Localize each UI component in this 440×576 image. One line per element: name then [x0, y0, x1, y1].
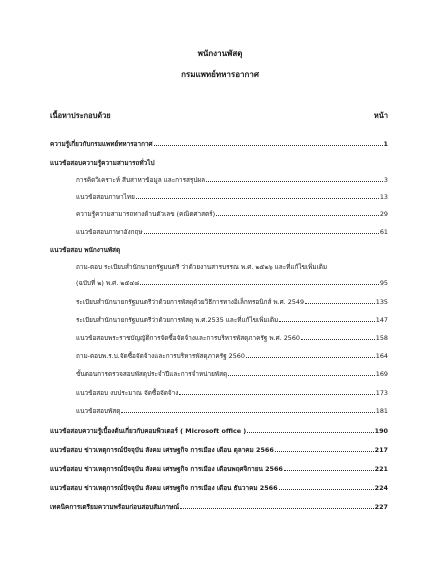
toc-dot-leader [144, 233, 379, 234]
toc-entry-label: ความรู้ความสามารถทางด้านตัวเลข (คณิตศาสตร์) [76, 209, 216, 218]
toc-entry [76, 311, 388, 323]
toc-dot-leader [121, 412, 374, 413]
toc-entry-label: แนวข้อสอบภาษาไทย [76, 192, 135, 201]
toc-entry [76, 171, 388, 183]
toc-entry [50, 422, 388, 434]
toc-entry [76, 274, 388, 286]
toc-entry [76, 293, 388, 305]
toc-entry-page: 95 [379, 278, 388, 287]
document-subtitle: กรมแพทย์ทหารอากาศ [181, 70, 259, 79]
toc-dot-leader [275, 451, 374, 452]
toc-entry [76, 365, 388, 377]
toc-dot-leader [216, 215, 379, 216]
toc-dot-leader [140, 284, 379, 285]
toc-entry-label: เทคนิคการเตรียมความพร้อมก่อนสอบสัมภาษณ์ [50, 502, 180, 511]
toc-entry-page: 29 [379, 209, 388, 218]
toc-entry-label: แนวข้อสอบ ข่าวเหตุการณ์ปัจจุบัน สังคม เศรษฐกิจ การเมือง เดือนพฤศจิกายน 2566 [50, 464, 283, 473]
contents-heading: เนื้อหาประกอบด้วย [50, 111, 111, 120]
toc-entry [50, 441, 388, 453]
toc-entry-label: แนวข้อสอบภาษาอังกฤษ [76, 227, 143, 236]
toc-entry-page: 217 [374, 445, 388, 454]
toc-dot-leader [284, 470, 374, 471]
toc-entry-page: 224 [374, 483, 388, 492]
toc-entry-label: ถาม-ตอบพ.ร.บ.จัดซื้อจัดจ้างและการบริหารพัสดุภาครัฐ 2560 [76, 351, 245, 360]
toc-entry-page: 147 [375, 315, 388, 324]
toc-entry-label: แนวข้อสอบพระราชบัญญัติการจัดซื้อจัดจ้างและการบริหารพัสดุภาครัฐ พ.ศ. 2560 [76, 333, 300, 342]
toc-entry-label: ขั้นตอนการตรวจสอบพัสดุประจำปีและการจำหน่ายพัสดุ [76, 369, 228, 378]
toc-entry-label: ระเบียบสำนักนายกรัฐมนตรีว่าด้วยการพัสดุ พ.ศ.2535 และที่แก้ไขเพิ่มเติม [76, 315, 279, 324]
toc-entry-label: ความรู้เกี่ยวกับกรมแพทย์ทหารอากาศ [50, 139, 153, 148]
toc-entry-label: แนวข้อสอบ ข่าวเหตุการณ์ปัจจุบัน สังคม เศรษฐกิจ การเมือง เดือน ธันวาคม 2566 [50, 483, 278, 492]
toc-entry-label: แนวข้อสอบความรู้เบื้องต้นเกี่ยวกับคอมพิวเตอร์ ( Microsoft office ) [50, 426, 247, 435]
toc-entry [50, 460, 388, 472]
toc-entry [50, 154, 388, 166]
toc-entry [76, 329, 388, 341]
toc-dot-leader [279, 321, 375, 322]
toc-entry-label: แนวข้อสอบพัสดุ [76, 406, 121, 415]
toc-dot-leader [301, 339, 375, 340]
toc-dot-leader [247, 432, 373, 433]
toc-dot-leader [154, 145, 383, 146]
toc-dot-leader [180, 508, 373, 509]
toc-dot-leader [206, 181, 383, 182]
toc-entry [76, 402, 388, 414]
toc-entry-page: 61 [379, 227, 388, 236]
toc-entry [76, 205, 388, 217]
toc-dot-leader [179, 394, 374, 395]
toc-entry [76, 384, 388, 396]
toc-entry-label: (ฉบับที่ ๒) พ.ศ. ๒๕๔๘ [76, 278, 140, 287]
toc-entry-page: 221 [374, 464, 388, 473]
toc-entry-page: 190 [374, 426, 388, 435]
toc-entry-page: 3 [383, 175, 388, 184]
toc-entry-label: การคิดวิเคราะห์ สืบสาหาข้อมูล และการสรุปผล [76, 175, 206, 184]
toc-entry-label: แนวข้อสอบ พนักงานพัสดุ [50, 245, 121, 254]
toc-entry [50, 241, 388, 253]
toc-entry [76, 223, 388, 235]
document-title: พนักงานพัสดุ [197, 49, 243, 58]
toc-entry [50, 498, 388, 510]
toc-entry-page: 13 [379, 192, 388, 201]
toc-entry-page: 181 [375, 406, 388, 415]
toc-entry-page: 1 [383, 139, 388, 148]
toc-entry-page: 169 [375, 369, 388, 378]
toc-entry-page: 135 [375, 297, 388, 306]
toc-entry-label: ระเบียบสำนักนายกรัฐมนตรีว่าด้วยการพัสดุด้วยวิธีการทางอิเล็กทรอนิกส์ พ.ศ. 2549 [76, 297, 305, 306]
page-column-heading: หน้า [373, 111, 388, 120]
toc-entry-page: 227 [374, 502, 388, 511]
toc-entry [76, 347, 388, 359]
toc-entry [50, 135, 388, 147]
toc-dot-leader [228, 375, 375, 376]
toc-dot-leader [305, 303, 375, 304]
toc-entry [76, 188, 388, 200]
toc-entry-page: 173 [375, 388, 388, 397]
toc-entry [50, 479, 388, 491]
toc-entry-page: 164 [375, 351, 388, 360]
toc-dot-leader [136, 198, 379, 199]
toc-entry-label: ถาม-ตอบ ระเบียบสำนักนายกรัฐมนตรี ว่าด้วยงานสารบรรณ พ.ศ. ๒๕๒๖ และที่แก้ไขเพิ่มเติม [76, 262, 328, 271]
toc-dot-leader [279, 489, 374, 490]
toc-entry-page: 158 [375, 333, 388, 342]
toc-entry-label: แนวข้อสอบ งบประมาณ จัดซื้อจัดจ้าง [76, 388, 179, 397]
toc-entry [76, 258, 388, 270]
toc-entry-label: แนวข้อสอบ ข่าวเหตุการณ์ปัจจุบัน สังคม เศรษฐกิจ การเมือง เดือน ตุลาคม 2566 [50, 445, 274, 454]
toc-entry-label: แนวข้อสอบความรู้ความสามารถทั่วไป [50, 158, 155, 167]
toc-dot-leader [246, 357, 375, 358]
